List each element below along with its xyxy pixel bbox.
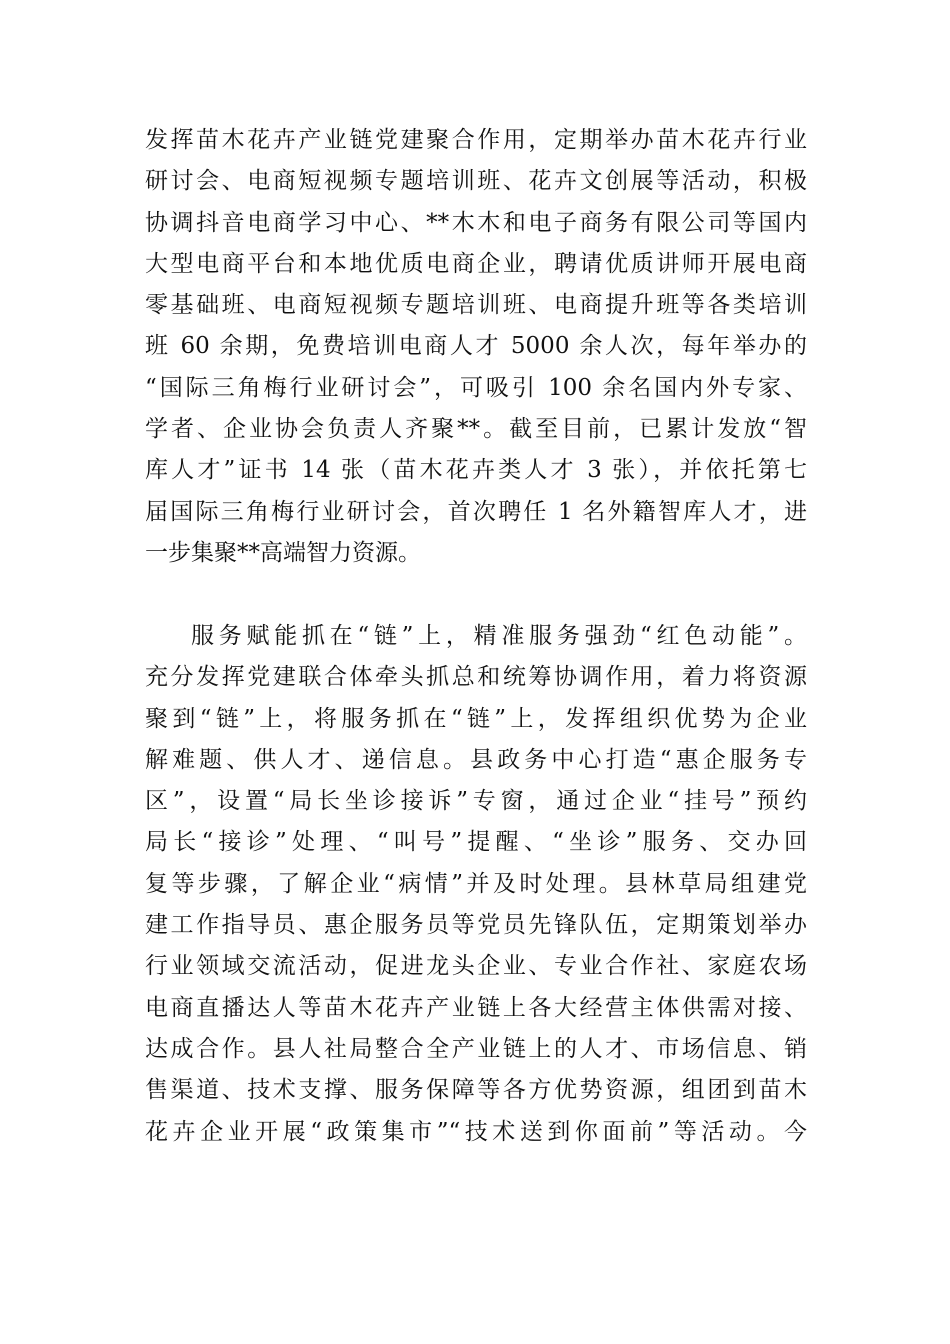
paragraph-1 <box>145 120 807 574</box>
paragraph-line: 行业领域交流活动，促进龙头企业、专业合作社、家庭农场 <box>145 953 807 980</box>
paragraph-line: 发挥苗木花卉产业链党建聚合作用，定期举办苗木花卉行业 <box>145 127 807 153</box>
paragraph-line: 研讨会、电商短视频专题培训班、花卉文创展等活动，积极 <box>145 168 807 195</box>
paragraph-line: 局长“接诊”处理、“叫号”提醒、“坐诊”服务、交办回 <box>145 829 807 856</box>
paragraph-line: 学者、企业协会负责人齐聚**。截至目前，已累计发放“智 <box>145 416 807 443</box>
paragraph-line: 届国际三角梅行业研讨会，首次聘任 1 名外籍智库人才，进 <box>145 498 807 525</box>
paragraph-line: 聚到“链”上，将服务抓在“链”上，发挥组织优势为企业 <box>145 705 807 732</box>
paragraph-line: “国际三角梅行业研讨会”，可吸引 100 余名国内外专家、 <box>145 374 807 401</box>
paragraph-heading-line: 服务赋能抓在“链”上，精准服务强劲“红色动能”。 <box>191 623 807 649</box>
paragraph-line: 区”，设置“局长坐诊接诉”专窗，通过企业“挂号”预约 <box>145 788 807 815</box>
paragraph-line: 复等步骤，了解企业“病情”并及时处理。县林草局组建党 <box>145 870 807 897</box>
paragraph-line: 售渠道、技术支撑、服务保障等各方优势资源，组团到苗木 <box>145 1077 807 1104</box>
paragraph-line: 协调抖音电商学习中心、**木木和电子商务有限公司等国内 <box>145 209 807 236</box>
paragraph-line: 花卉企业开展“政策集市”“技术送到你面前”等活动。今 <box>145 1118 807 1145</box>
paragraph-line: 零基础班、电商短视频专题培训班、电商提升班等各类培训 <box>145 292 807 319</box>
paragraph-line: 电商直播达人等苗木花卉产业链上各大经营主体供需对接、 <box>145 994 807 1021</box>
paragraph-line: 解难题、供人才、递信息。县政务中心打造“惠企服务专 <box>145 746 807 773</box>
paragraph-line: 库人才”证书 14 张（苗木花卉类人才 3 张），并依托第七 <box>145 457 807 484</box>
paragraph-line: 充分发挥党建联合体牵头抓总和统筹协调作用，着力将资源 <box>145 664 807 691</box>
paragraph-line: 建工作指导员、惠企服务员等党员先锋队伍，定期策划举办 <box>145 912 807 939</box>
paragraph-line: 达成合作。县人社局整合全产业链上的人才、市场信息、销 <box>145 1035 807 1062</box>
paragraph-line: 班 60 余期，免费培训电商人才 5000 余人次，每年举办的 <box>145 333 807 360</box>
paragraph-2 <box>145 616 807 1153</box>
paragraph-line: 一步集聚**高端智力资源。 <box>145 539 421 566</box>
paragraph-line: 大型电商平台和本地优质电商企业，聘请优质讲师开展电商 <box>145 250 807 277</box>
